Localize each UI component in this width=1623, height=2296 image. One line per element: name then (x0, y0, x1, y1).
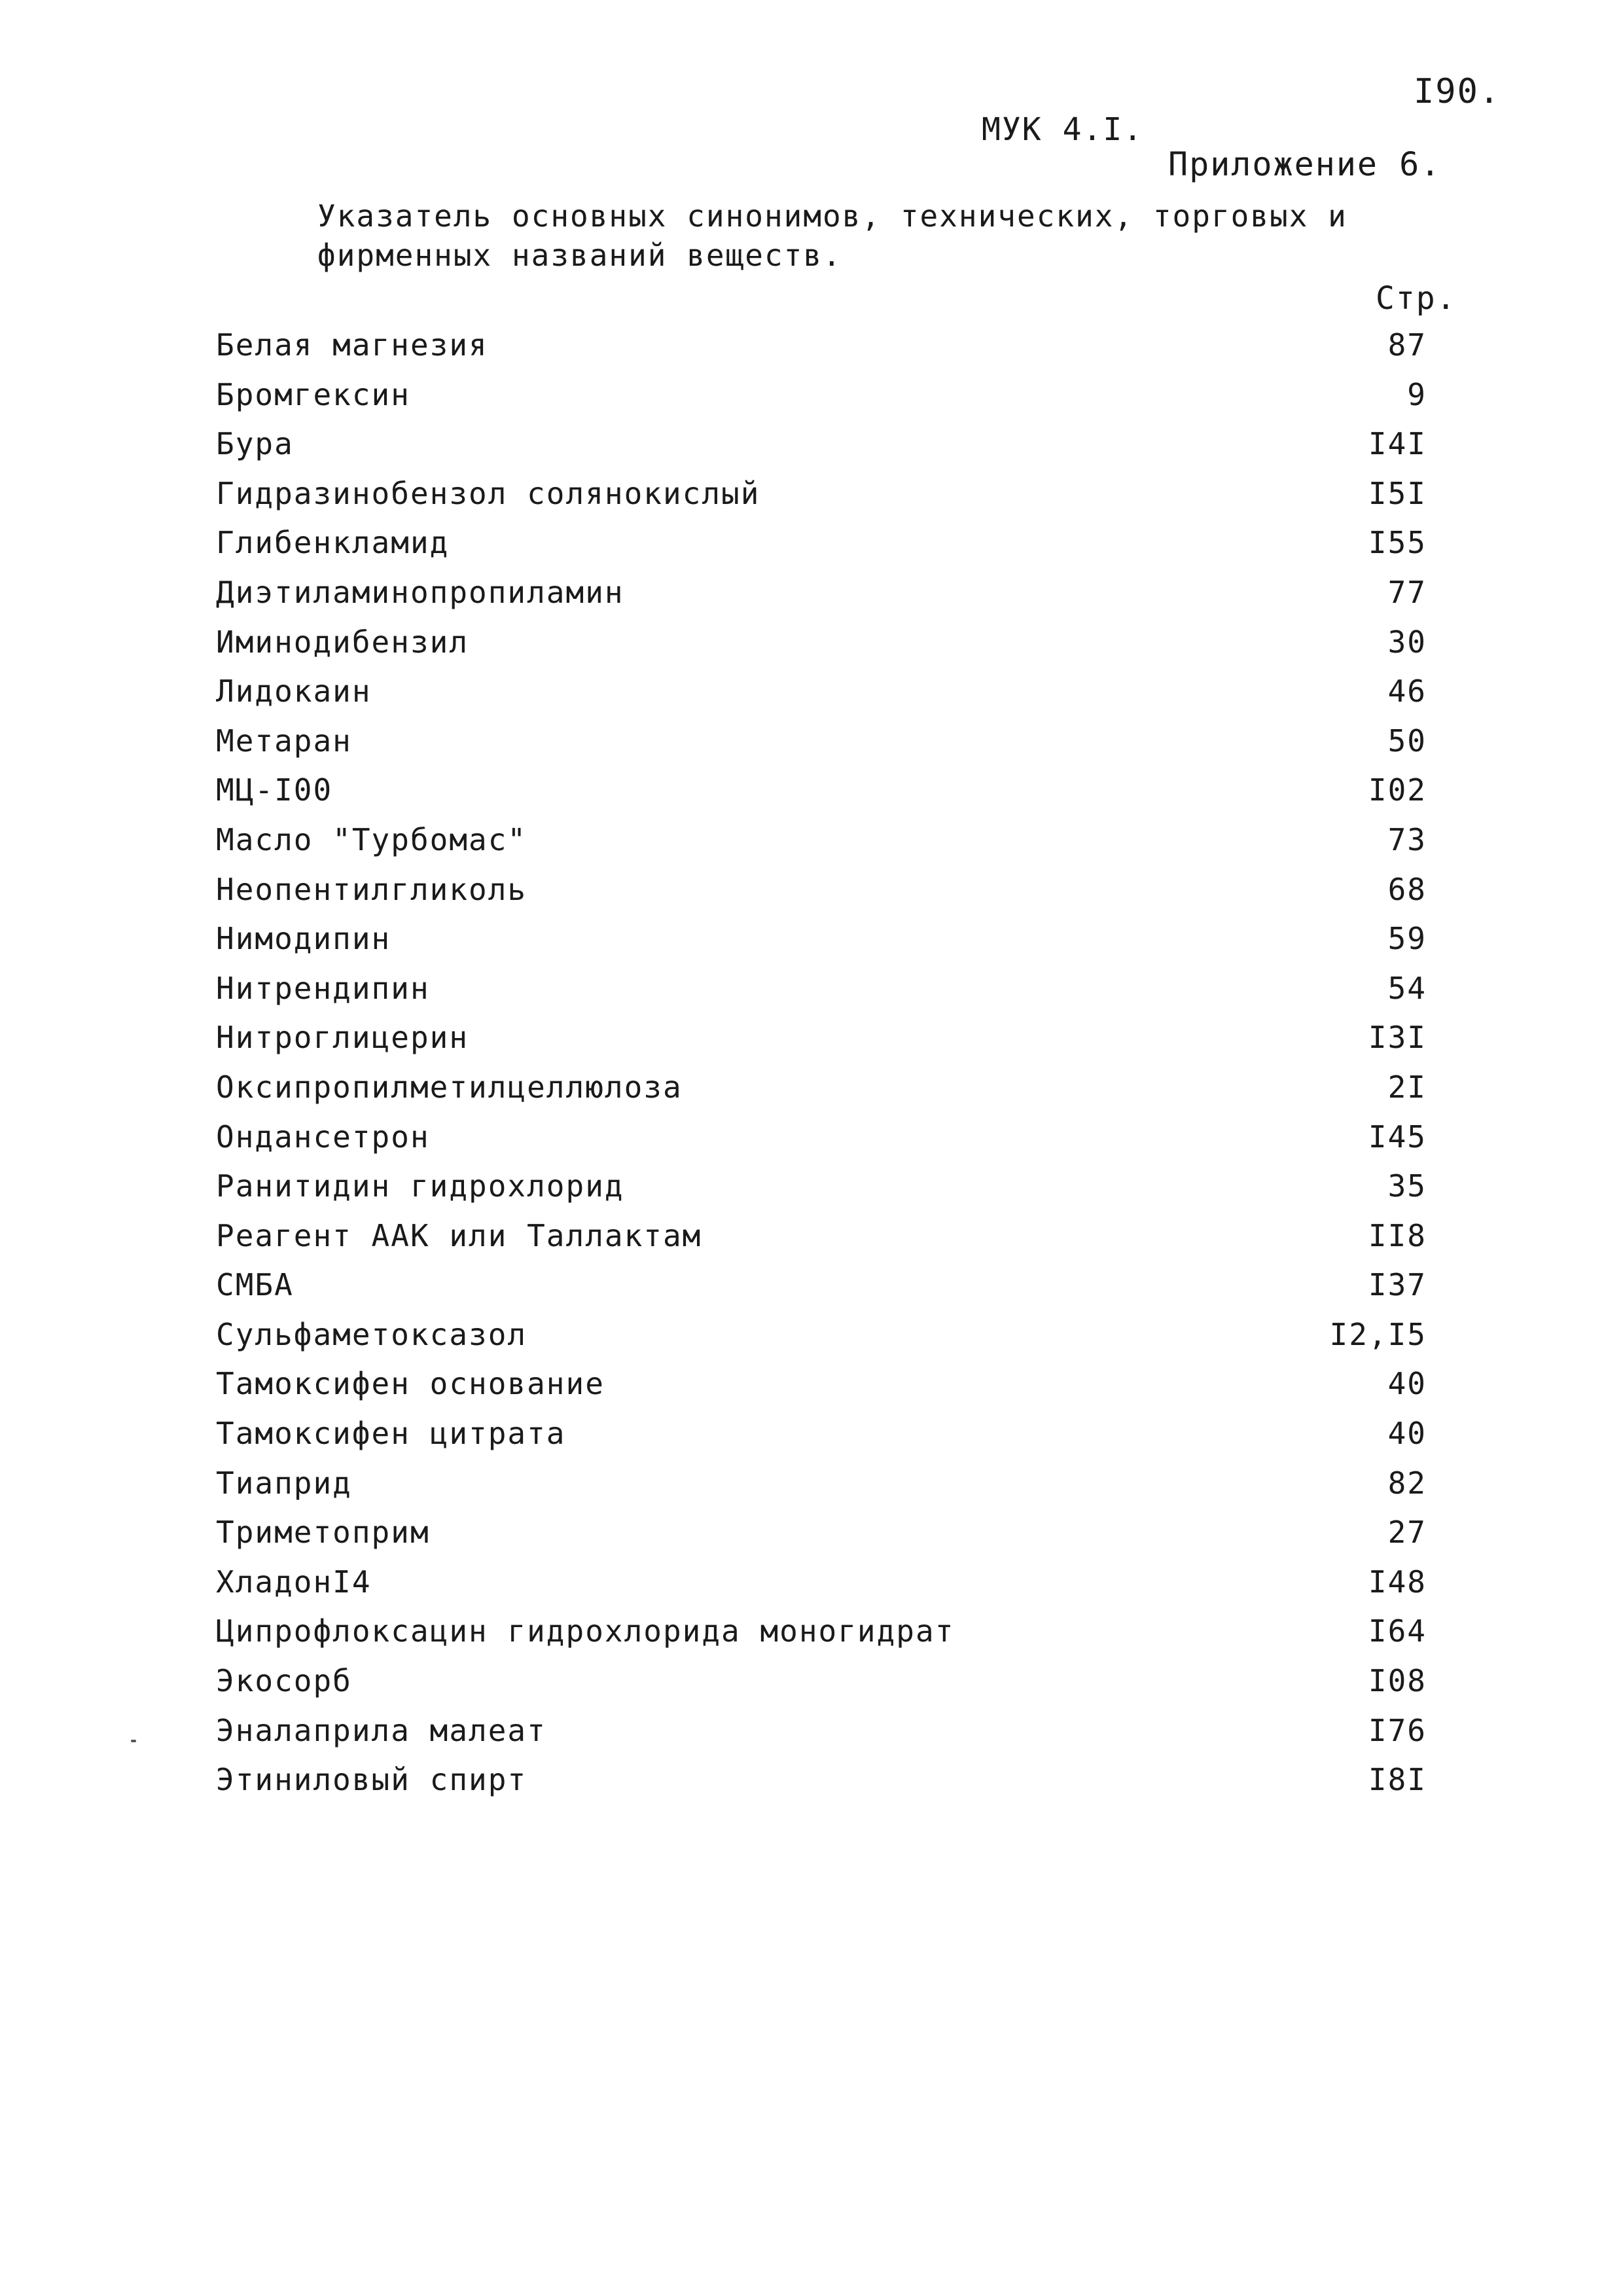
entry-page-number: 40 (1387, 1366, 1427, 1402)
index-entry (216, 624, 1427, 674)
entry-name: Ранитидин гидрохлорид (216, 1168, 624, 1204)
entry-name: Белая магнезия (216, 327, 488, 363)
entry-name: Нитроглицерин (216, 1020, 469, 1056)
entry-name: Нимодипин (216, 921, 391, 957)
entry-page-number: I55 (1368, 525, 1427, 561)
entry-page-number: I4I (1368, 426, 1427, 462)
entry-name: Гидразинобензол солянокислый (216, 475, 760, 511)
entry-page-number: II8 (1368, 1217, 1427, 1253)
index-entry (216, 1168, 1427, 1218)
entry-name: Масло "Турбомас" (216, 821, 527, 857)
entry-page-number: I76 (1368, 1712, 1427, 1748)
index-entry (216, 1663, 1427, 1713)
entry-name: Диэтиламинопропиламин (216, 574, 624, 610)
entry-name: Метаран (216, 723, 352, 759)
entry-page-number: I02 (1368, 772, 1427, 808)
entry-name: Лидокаин (216, 673, 372, 709)
scan-speck (131, 1740, 136, 1742)
index-entry (216, 1713, 1427, 1763)
entry-page-number: 87 (1387, 327, 1427, 363)
entry-name: Оксипропилметилцеллюлоза (216, 1069, 683, 1105)
entry-name: Ондансетрон (216, 1119, 430, 1155)
index-entry (216, 1267, 1427, 1317)
entry-page-number: 82 (1387, 1465, 1427, 1501)
entry-name: Бромгексин (216, 376, 410, 412)
index-entry (216, 1416, 1427, 1465)
index-entry (216, 327, 1427, 377)
entry-name: Тамоксифен основание (216, 1366, 605, 1402)
entry-name: СМБА (216, 1267, 294, 1303)
index-entry (216, 1069, 1427, 1119)
index-entry (216, 1366, 1427, 1416)
entry-name: Триметоприм (216, 1515, 430, 1551)
entry-name: Этиниловый спирт (216, 1762, 527, 1798)
entry-name: Неопентилгликоль (216, 871, 527, 907)
entry-page-number: 2I (1387, 1069, 1427, 1105)
index-title: Указатель основных синонимов, технических, торговых и фирменных названий веществ. (317, 198, 1347, 273)
entry-page-number: I45 (1368, 1119, 1427, 1155)
entry-page-number: 9 (1407, 376, 1427, 412)
entry-page-number: 77 (1387, 574, 1427, 610)
entry-name: Сульфаметоксазол (216, 1316, 527, 1352)
entry-page-number: I08 (1368, 1663, 1427, 1699)
index-entry (216, 1119, 1427, 1169)
index-entry (216, 723, 1427, 773)
index-entry (216, 575, 1427, 624)
index-entry (216, 426, 1427, 476)
index-entry (216, 872, 1427, 922)
entry-page-number: I48 (1368, 1564, 1427, 1600)
index-entry (216, 1564, 1427, 1614)
entry-name: Тамоксифен цитрата (216, 1416, 566, 1452)
entry-page-number: 40 (1387, 1416, 1427, 1452)
index-entry (216, 1317, 1427, 1367)
entry-page-number: 35 (1387, 1168, 1427, 1204)
index-entry (216, 1762, 1427, 1812)
entry-page-number: 27 (1387, 1515, 1427, 1551)
index-entry (216, 772, 1427, 822)
page-number: I90. (1414, 72, 1501, 111)
entry-name: Бура (216, 426, 294, 462)
document-code: МУК 4.I. (982, 111, 1144, 148)
entry-page-number: 59 (1387, 921, 1427, 957)
appendix-label: Приложение 6. (1168, 145, 1442, 183)
index-entry (216, 1613, 1427, 1663)
page-column-header: Стр. (1376, 280, 1457, 317)
entry-page-number: 68 (1387, 871, 1427, 907)
index-entry (216, 673, 1427, 723)
entry-name: Реагент ААК или Таллактам (216, 1217, 702, 1253)
entry-page-number: 30 (1387, 624, 1427, 660)
index-entry (216, 921, 1427, 971)
entry-name: МЦ-I00 (216, 772, 333, 808)
entry-page-number: I8I (1368, 1762, 1427, 1798)
entry-name: ХладонI4 (216, 1564, 372, 1600)
entry-name: Иминодибензил (216, 624, 469, 660)
entry-name: Экосорб (216, 1663, 352, 1699)
entry-page-number: 46 (1387, 673, 1427, 709)
entry-page-number: I2,I5 (1329, 1316, 1427, 1352)
index-entry (216, 971, 1427, 1020)
index-entry (216, 1020, 1427, 1069)
entry-name: Нитрендипин (216, 970, 430, 1006)
entry-name: Ципрофлоксацин гидрохлорида моногидрат (216, 1613, 955, 1649)
entry-name: Глибенкламид (216, 525, 450, 561)
entry-page-number: I3I (1368, 1020, 1427, 1056)
index-entry (216, 1515, 1427, 1564)
index-entries-list (216, 327, 1427, 1812)
index-entry (216, 377, 1427, 427)
index-entry (216, 822, 1427, 872)
index-entry (216, 1218, 1427, 1268)
index-entry (216, 1465, 1427, 1515)
index-entry (216, 525, 1427, 575)
entry-page-number: 50 (1387, 723, 1427, 759)
entry-name: Тиаприд (216, 1465, 352, 1501)
entry-page-number: I37 (1368, 1267, 1427, 1303)
entry-page-number: 73 (1387, 821, 1427, 857)
entry-page-number: I64 (1368, 1613, 1427, 1649)
entry-page-number: 54 (1387, 970, 1427, 1006)
index-entry (216, 476, 1427, 526)
entry-page-number: I5I (1368, 475, 1427, 511)
entry-name: Эналаприла малеат (216, 1712, 546, 1748)
